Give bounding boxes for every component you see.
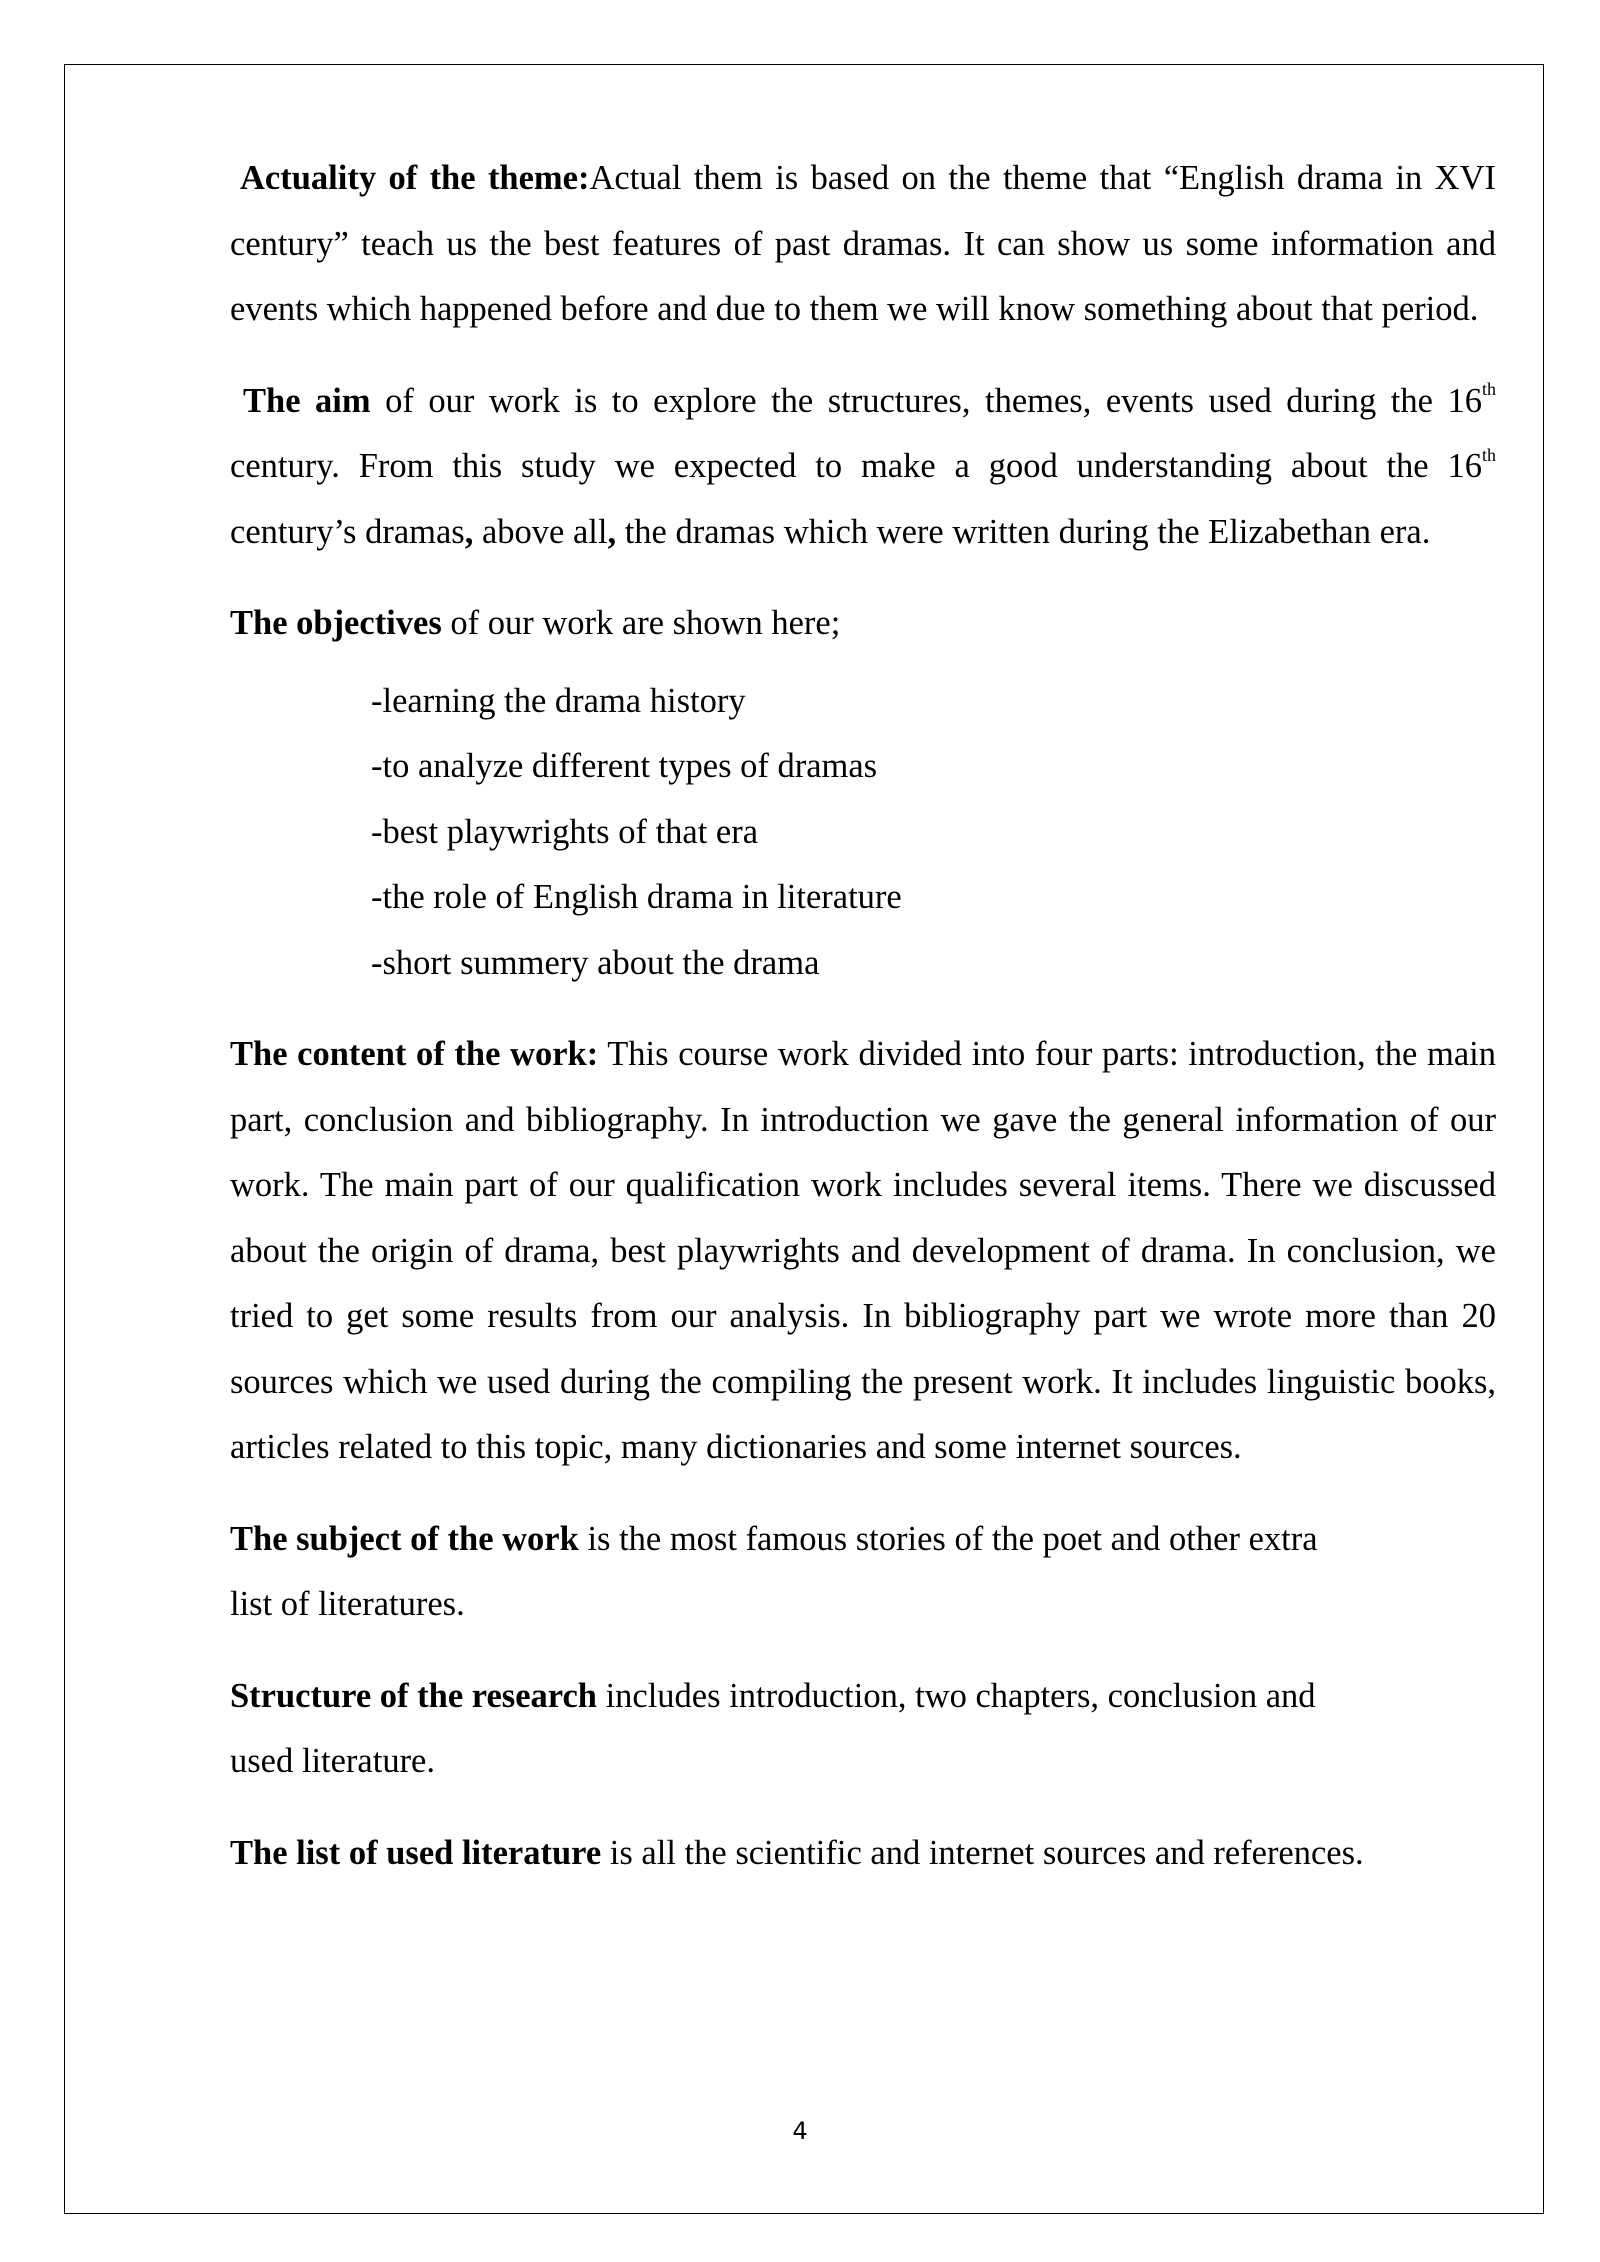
aim-comma-2: , — [607, 512, 617, 551]
subject-label: The subject of the work — [230, 1519, 579, 1558]
aim-superscript-1: th — [1481, 379, 1496, 399]
list-item: -the role of English drama in literature — [371, 878, 902, 916]
page-number: 4 — [792, 2117, 808, 2145]
aim-comma-1: , — [464, 512, 474, 551]
aim-label: The aim — [243, 381, 371, 420]
objectives-list — [371, 669, 1496, 997]
document-body — [230, 146, 1496, 1912]
structure-label: Structure of the research — [230, 1676, 597, 1715]
actuality-label: Actuality of the theme: — [240, 159, 590, 197]
aim-superscript-2: th — [1481, 444, 1496, 465]
aim-paragraph — [230, 369, 1496, 566]
content-text: This course work divided into four parts: introduction, the main part, conclusion and bibliography. In introduction we gave the general information of our work. The main part of our qualification work includes several items. There we discussed about the origin of drama, best playwrights and development of drama. In conclusion, we tried to get some results from our analysis. In bibliography part we wrote more than 20 sources which we used during the compiling the present work. It includes linguistic books, articles related to this topic, many dictionaries and some internet sources. — [230, 1035, 1496, 1466]
list-item: -best playwrights of that era — [371, 812, 759, 851]
structure-text-2: used literature. — [230, 1742, 435, 1780]
objectives-text: of our work are shown here; — [441, 604, 841, 642]
aim-text-2: century. From this study we expected to make a good understanding about the 16 — [230, 447, 1482, 485]
structure-text-1: includes introduction, two chapters, conclusion and — [596, 1676, 1316, 1715]
aim-text-3: century’s dramas — [230, 512, 465, 551]
aim-text-5: the dramas which were written during the Elizabethan era. — [616, 512, 1431, 551]
subject-text-1: is the most famous stories of the poet and other extra — [578, 1519, 1318, 1558]
content-label: The content of the work: — [230, 1035, 599, 1073]
aim-text-4: above all — [473, 512, 608, 551]
subject-paragraph — [230, 1507, 1496, 1638]
structure-paragraph — [230, 1664, 1496, 1795]
aim-text-1: of our work is to explore the structures, themes, events used during the 16 — [370, 381, 1482, 420]
list-item: -short summery about the drama — [371, 943, 820, 982]
actuality-paragraph — [230, 146, 1496, 343]
literature-text: is all the scientific and internet sources and references. — [601, 1833, 1364, 1872]
content-paragraph — [230, 1022, 1496, 1481]
objectives-paragraph — [230, 591, 1496, 657]
actuality-text: Actual them is based on the theme that “English drama in XVI century” teach us the best features of past dramas. It can show us some information and events which happened before and due to them we will know something about that period. — [230, 159, 1496, 328]
literature-paragraph — [230, 1821, 1496, 1887]
subject-text-2: list of literatures. — [230, 1585, 465, 1623]
list-item: -learning the drama history — [371, 681, 746, 720]
literature-label: The list of used literature — [230, 1833, 602, 1872]
objectives-label: The objectives — [230, 604, 442, 642]
list-item: -to analyze different types of dramas — [371, 747, 878, 785]
